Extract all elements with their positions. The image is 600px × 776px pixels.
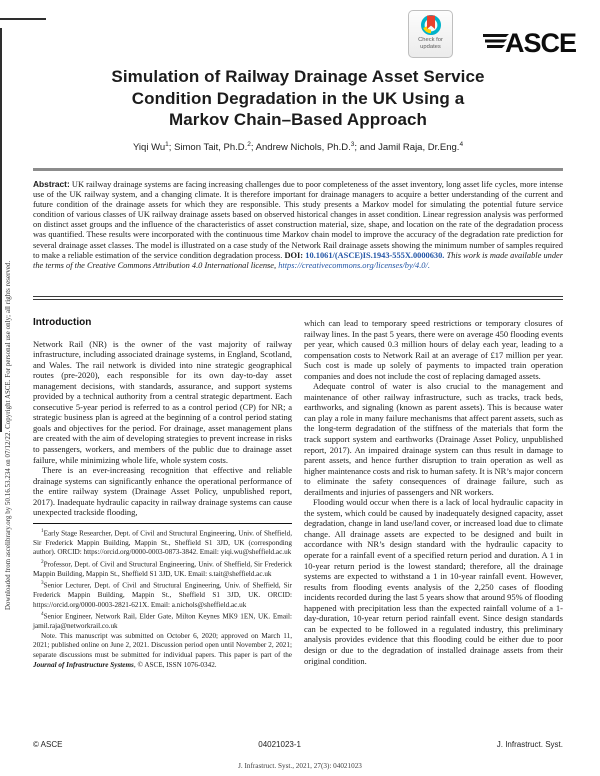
footnote [33, 579, 292, 610]
footnote [33, 610, 292, 631]
author-affiliation-sup: 1 [165, 141, 169, 148]
journal-name: Journal of Infrastructure Systems [33, 660, 134, 669]
author-affiliation-sup: 4 [459, 141, 464, 148]
license-text: This work is made available under the terms of the Creative Commons Attribution 4.0 International license, [33, 250, 564, 270]
page-footer [33, 740, 563, 749]
doi-label: DOI: [284, 250, 304, 260]
footnote-text: Senior Engineer, Network Rail, Elder Gate, Milton Keynes MK9 1EN, UK. Email: jamil.raja@networkrail.co.uk [33, 612, 292, 631]
footnote-number: 4 [41, 611, 44, 618]
footer-page-number: 04021023-1 [258, 740, 301, 749]
footnote-text: Early Stage Researcher, Dept. of Civil and Structural Engineering, Univ. of Sheffield, Sir Frederick Mappin Building, Mappin St., Sheffield S1 3JD, UK (corresponding author). ORCID: https://orcid.org/0000-0003-0873-3842. Email: yiqi.wu@sheffield.ac.uk [33, 529, 292, 557]
abstract-label: Abstract: [33, 179, 70, 189]
scan-edge-artifact [0, 18, 46, 20]
note-text: , © ASCE, ISSN 1076-0342. [133, 660, 217, 669]
citation-line: J. Infrastruct. Syst., 2021, 27(3): 04021023 [238, 762, 362, 770]
crossmark-icon [420, 14, 442, 36]
check-for-updates-badge[interactable] [408, 10, 453, 58]
doi-link[interactable]: 10.1061/(ASCE)IS.1943-555X.0000630. [305, 250, 445, 260]
footnote-number: 3 [41, 580, 44, 587]
author-affiliation-sup: 2 [247, 141, 251, 148]
author-affiliation-sup: 3 [350, 141, 355, 148]
license-link[interactable]: https://creativecommons.org/licenses/by/4.0/. [278, 260, 430, 270]
footnote-number: 1 [41, 527, 44, 534]
intro-paragraph: Network Rail (NR) is the owner of the vast majority of railway infrastructure, including associated drainage systems, in England, Scotland, and Wales. The rail network is divided into nine strategic geographical routes (pre-2020), each responsible for its own day-to-day asset management decisions, with standards, assurance, and support systems provided by a technical authority from a central strategic department. Each consecutive 5-year period is referred to as a control period (CP) for NR; a strategic business plan is agreed at the beginning of a control period stating goals and objectives for the period. For drainage, asset management plans are created with the aim of developing strategies to prevent increase in risks to passengers, workers, and members of the public due to drainage asset failure, while minimizing whole life, whole system costs. [33, 338, 292, 465]
title-line: Simulation of Railway Drainage Asset Service [111, 67, 485, 86]
abstract-body: UK railway drainage systems are facing increasing challenges due to poor completeness of the asset inventory, long asset life cycles, more intense use of the UK railway system, and a changing climate. It is therefore important for drainage managers to acquire a better understanding of the current and future condition of the drainage assets for which they are responsible. This study presents a Markov model for simulating the potential future service condition of various classes of UK railway drainage assets based on observed historical changes in asset condition. Linear regression analysis was performed on distinct asset groups and the influence of the characteristics of asset construction material, size, shape, and location on the rate of the degradation process was quantified. These results were incorporated with the continuous time Markov chain model to improve the accuracy of the degradation rate prediction for several drainage asset classes. The model is illustrated on a case study of the Network Rail drainage assets showing the minimum number of samples required to make a reliable estimation of the service condition degradation process. [33, 180, 563, 260]
asce-logo [483, 27, 579, 57]
author-name: Jamil Raja, Dr.Eng. [378, 142, 460, 154]
intro-paragraph: Adequate control of water is also crucial to the management and maintenance of other railway infrastructure, such as tracks, track beds, earthworks, and signaling (known as parent assets). This is because water can play a role in many failure mechanisms that affect parent assets, such as the long-term degradation of the stiffness of the materials that form the track support system and earthworks (Drainage Asset Policy, unpublished report, 2017). An impaired drainage system can thus result in damage to parent assets, and hence further disruption to train operation as well as higher maintenance costs and risk to human safety. It is NR’s major concern to eliminate the safety consequences of drainage failure, such as derailments and injuries of passengers and NR workers. [304, 381, 563, 497]
scan-edge-artifact [0, 28, 2, 432]
footer-journal-abbrev: J. Infrastruct. Syst. [496, 740, 563, 749]
abstract-top-rule [33, 168, 563, 171]
author-separator: ; and [354, 142, 379, 154]
author-name: Simon Tait, Ph.D. [174, 142, 248, 154]
footnote-text: Senior Lecturer, Dept. of Civil and Structural Engineering, Univ. of Sheffield, Sir Frederick Mappin Building, Mappin St., Sheffield S1 3JD, UK. ORCID: https://orcid.org/0000-0003-2821-621X. Email: a.nichols@sheffield.ac.uk [33, 581, 292, 609]
abstract [33, 179, 563, 271]
footnote-number: 2 [41, 558, 44, 565]
footer-copyright: © ASCE [33, 740, 63, 749]
note-text: Note. This manuscript was submitted on October 6, 2020; approved on March 11, 2021; published online on June 2, 2021. Discussion period open until November 2, 2021; separate discussions must be submitted for individual papers. This paper is part of the [33, 631, 292, 659]
author-separator: ; [168, 142, 175, 154]
asce-logo-text: ASCE [505, 28, 577, 57]
right-column [304, 318, 563, 670]
footnote [33, 527, 292, 558]
title-line: Condition Degradation in the UK Using a [131, 88, 465, 108]
footnotes [33, 524, 292, 670]
left-column [33, 318, 292, 670]
author-line [33, 141, 563, 153]
section-heading-introduction: Introduction [33, 317, 92, 328]
author-name: Yiqi Wu [132, 142, 166, 154]
manuscript-note [33, 632, 292, 670]
crossmark-label: Check for updates [418, 37, 443, 50]
footnote-text: Professor, Dept. of Civil and Structural Engineering, Univ. of Sheffield, Sir Frederick Mappin Building, Mappin St., Sheffield S1 3JD, UK. Email: s.tait@sheffield.ac.uk [33, 560, 292, 578]
author-name: Andrew Nichols, Ph.D. [255, 142, 351, 154]
download-attribution-text: Downloaded from ascelibrary.org by 50.16.53.234 on 07/12/22. Copyright ASCE. For personal use only; all rights reserved. [5, 260, 12, 610]
title-line: Markov Chain–Based Approach [168, 110, 428, 129]
abstract-bottom-rule [33, 296, 563, 300]
body-columns [33, 318, 563, 670]
intro-paragraph: There is an ever-increasing recognition that effective and reliable drainage systems can significantly enhance the operational performance of the entire railway system (Drainage Asset Policy, unpublished report, 2017). Inadequate hydraulic capacity in railway drainage systems can cause unexpected trackside flooding, [33, 465, 292, 518]
intro-paragraph: Flooding would occur when there is a lack of local hydraulic capacity in the system, which could be caused by inadequately designed capacity, asset degradation, change in land use/land cover, or increased load due to climate change. All drainage assets are expected to be designed and built in accordance with NR’s design standard with the hydraulic capacity to operate for a rainfall event of a specified return period and duration. A 1 in 10-year return period is the lowest standard; therefore, all the drainage systems are expected to withstand a 1 in 10-year rainfall event. However, results from flooding events analysis of the 2,250 cases of flooding incidents recorded during the last 5 years show that around 95% of flooding happened with precipitation less than the expected rainfall volume of a 1-day-duration, 10-year return period rainfall event. Since design standards can be expected to be followed in a regulated industry, this preliminary analysis provides evidence that this flooding could be either due to poor design or due to the degradation of installed drainage assets from their original condition. [304, 497, 563, 666]
paper-title [33, 66, 563, 131]
author-separator: ; [250, 142, 256, 154]
intro-paragraph: which can lead to temporary speed restrictions or temporary closures of railway lines. In the past 5 years, there were on average 450 flooding events per year, which caused 0.3 million hours of delay each year, leading to a compensation costs to Network Rail at an average of £17 million per year. Such cost is made up solely of payments to impacted train operation companies and does not include the cost of replacing damaged assets. [304, 318, 563, 381]
footnote [33, 558, 292, 579]
